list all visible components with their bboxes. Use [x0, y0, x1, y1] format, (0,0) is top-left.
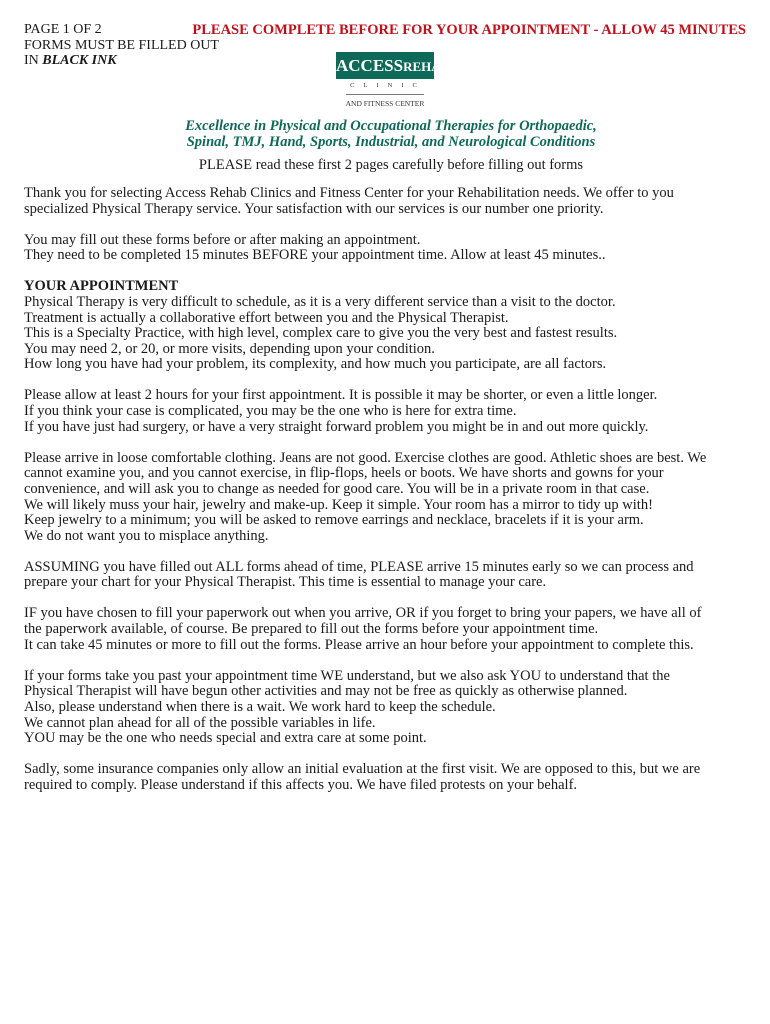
text-line: Also, please understand when there is a wait. We work hard to keep the schedule.	[24, 698, 496, 715]
tagline-line-2: Spinal, TMJ, Hand, Sports, Industrial, and Neurological Conditions	[186, 134, 596, 150]
text-line: If you have just had surgery, or have a very straight forward problem you might be in and out more quickly.	[24, 418, 649, 435]
text-line: We do not want you to misplace anything.	[24, 527, 269, 544]
text-line: We cannot plan ahead for all of the possible variables in life.	[24, 714, 376, 731]
text-line: required to comply. Please understand if this affects you. We have filed protests on your behalf.	[24, 776, 578, 793]
text-line: IF you have chosen to fill your paperwork out when you arrive, OR if you forget to bring your papers, we have all of	[24, 605, 702, 622]
page-header	[24, 20, 746, 116]
text-line: If your forms take you past your appointment time WE understand, but we also ask YOU to understand that the	[24, 667, 670, 684]
text-line: It can take 45 minutes or more to fill out the forms. Please arrive an hour before your appointment to complete this.	[24, 636, 694, 653]
text-line: ASSUMING you have filled out ALL forms ahead of time, PLEASE arrive 15 minutes early so we can process and	[24, 558, 694, 575]
text-line: If you think your case is complicated, you may be the one who is here for extra time.	[24, 403, 517, 420]
black-ink-emphasis: BLACK INK	[42, 53, 117, 68]
access-rehab-logo	[336, 52, 450, 112]
intro-paragraph	[24, 186, 746, 217]
logo-fitness-center: AND FITNESS CENTER	[345, 99, 425, 108]
early-arrival-paragraph	[24, 560, 746, 591]
text-line: convenience, and will ask you to change as needed for good care. You will be in a private room in that case.	[24, 480, 650, 497]
text-line: You may need 2, or 20, or more visits, depending upon your condition.	[24, 340, 435, 357]
text-line: Treatment is actually a collaborative effort between you and the Physical Therapist.	[24, 309, 509, 326]
read-note: PLEASE read these first 2 pages carefully before filling out forms	[198, 157, 584, 173]
document-page	[24, 20, 746, 793]
section-title: YOUR APPOINTMENT	[24, 278, 179, 295]
text-line: Keep jewelry to a minimum; you will be asked to remove earrings and necklace, bracelets if it is your arm.	[24, 512, 644, 529]
appointment-section	[24, 279, 746, 373]
text-line: They need to be completed 15 minutes BEFORE your appointment time. Allow at least 45 minutes..	[24, 247, 606, 264]
first-visit-paragraph	[24, 388, 746, 435]
text-line: prepare your chart for your Physical Therapist. This time is essential to manage your care.	[24, 574, 547, 591]
text-line: Please arrive in loose comfortable clothing. Jeans are not good. Exercise clothes are good. Athletic shoes are best. We	[24, 449, 707, 466]
text-line: YOU may be the one who needs special and extra care at some point.	[24, 730, 427, 747]
late-paragraph	[24, 669, 746, 747]
text-line: We will likely muss your hair, jewelry and make-up. Keep it simple. Your room has a mirror to tidy up with!	[24, 496, 653, 513]
logo-wordmark: ACCESSREHAB	[336, 52, 434, 79]
text-line: Please allow at least 2 hours for your first appointment. It is possible it may be shorter, or even a little longer.	[24, 387, 658, 404]
page-label: PAGE 1 OF 2	[24, 22, 102, 37]
text-line: You may fill out these forms before or after making an appointment.	[24, 231, 421, 248]
clothing-paragraph	[24, 451, 746, 545]
paperwork-paragraph	[24, 606, 746, 653]
text-line: Sadly, some insurance companies only allow an initial evaluation at the first visit. We are opposed to this, but we are	[24, 761, 701, 778]
tagline	[24, 118, 746, 150]
text-line: specialized Physical Therapy service. Your satisfaction with our services is our number one priority.	[24, 200, 604, 217]
logo-clinic: CLINIC	[350, 82, 426, 89]
forms-line-2: IN BLACK INK	[24, 53, 117, 68]
text-line: Physical Therapy is very difficult to schedule, as it is a very different service than a visit to the doctor.	[24, 293, 616, 310]
logo-divider	[346, 94, 424, 95]
text-line: This is a Specialty Practice, with high level, complex care to give you the very best and fastest results.	[24, 325, 618, 342]
text-line: the paperwork available, of course. Be prepared to fill out the forms before your appointment time.	[24, 621, 599, 638]
appointment-notice: PLEASE COMPLETE BEFORE FOR YOUR APPOINTMENT - ALLOW 45 MINUTES	[192, 22, 746, 38]
insurance-paragraph	[24, 762, 746, 793]
tagline-line-1: Excellence in Physical and Occupational Therapies for Orthopaedic,	[185, 118, 597, 134]
text-line: Physical Therapist will have begun other activities and may not be free as quickly as otherwise planned.	[24, 683, 628, 700]
text-line: cannot examine you, and you cannot exercise, in flip-flops, heels or boots. We have shorts and gowns for your	[24, 465, 664, 482]
timing-paragraph	[24, 233, 746, 264]
text-line: How long you have had your problem, its complexity, and how much you participate, are all factors.	[24, 356, 607, 373]
text-line: Thank you for selecting Access Rehab Clinics and Fitness Center for your Rehabilitation needs. We offer to you	[24, 185, 674, 201]
forms-line-1: FORMS MUST BE FILLED OUT	[24, 37, 219, 53]
